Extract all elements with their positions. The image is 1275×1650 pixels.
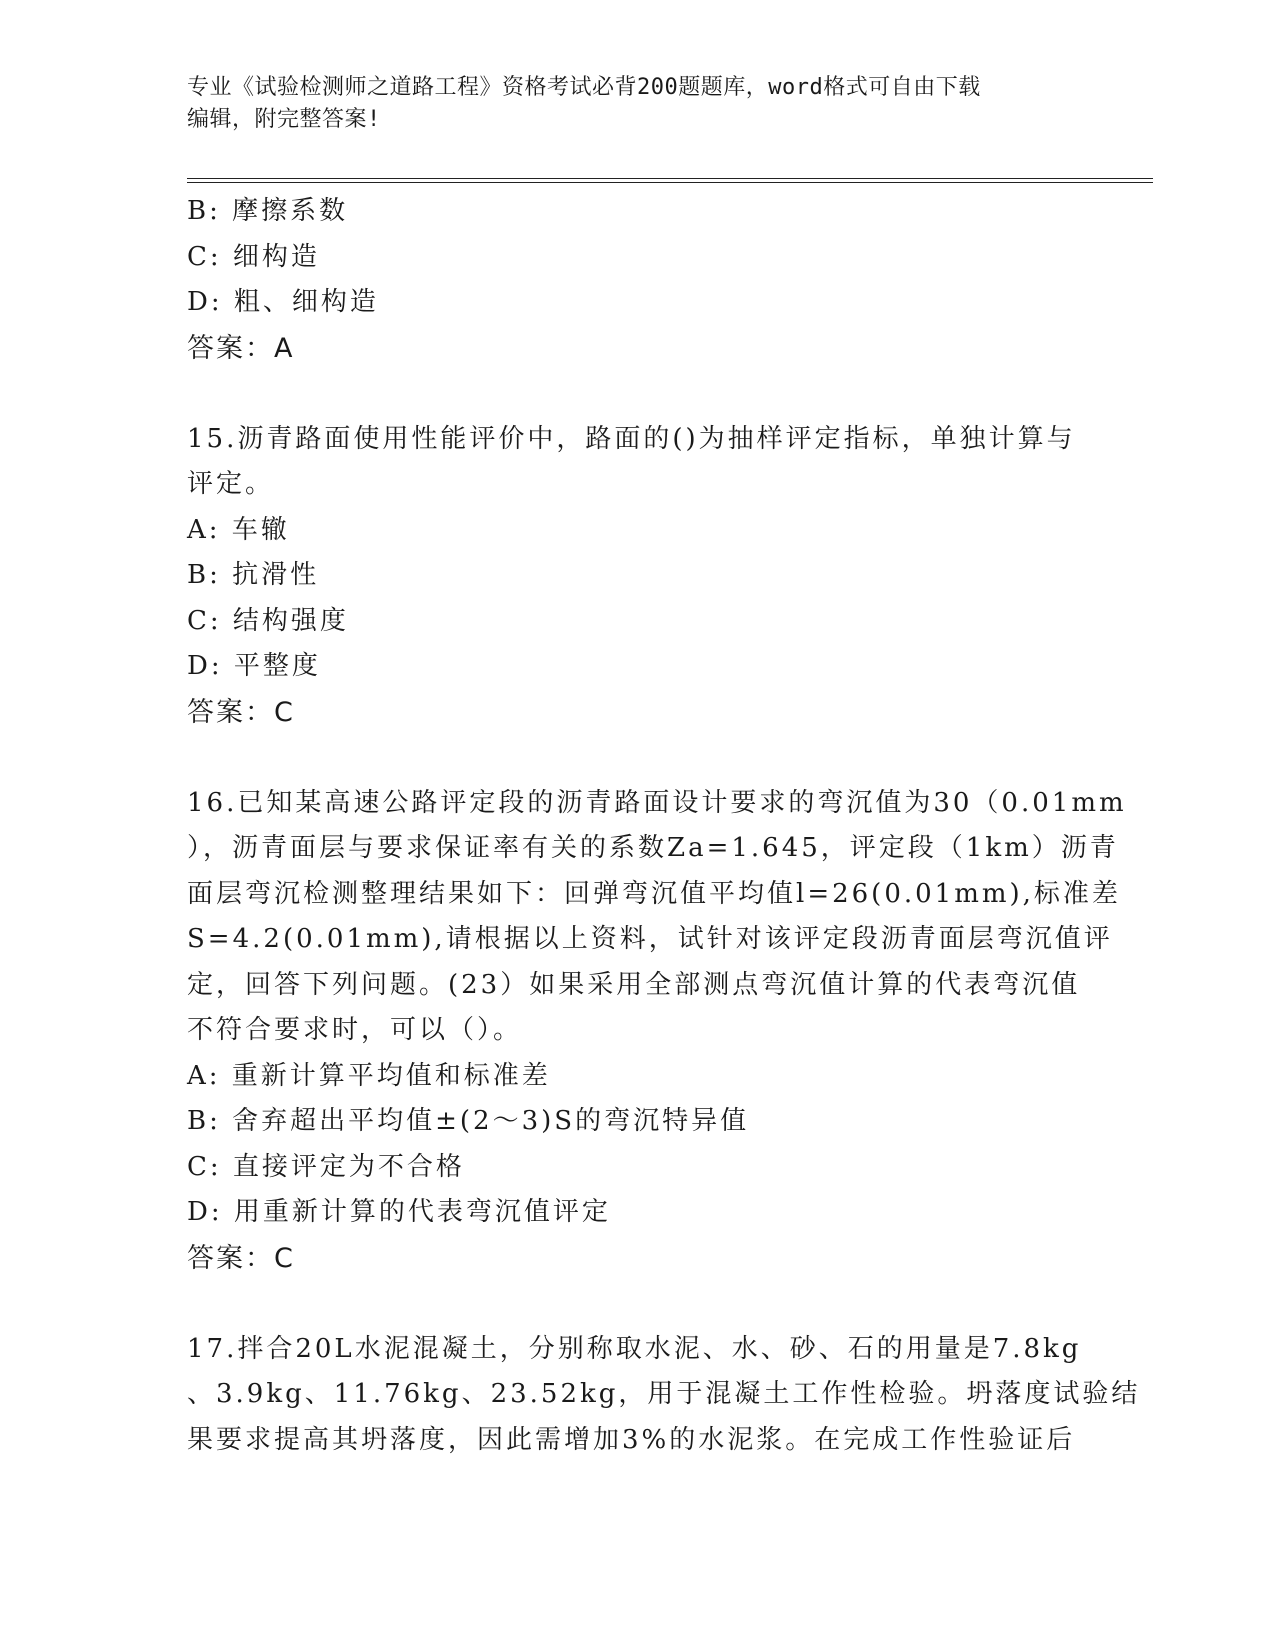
option-d: D: 用重新计算的代表弯沉值评定 [187, 1197, 611, 1227]
header-line-2: 编辑，附完整答案! [187, 107, 381, 132]
question-text-line: 不符合要求时，可以（）。 [187, 1015, 523, 1045]
question-text-line: ），沥青面层与要求保证率有关的系数Za=1.645，评定段（1km）沥青 [187, 833, 1119, 863]
spacer [187, 735, 1077, 781]
question-text-line: 面层弯沉检测整理结果如下：回弹弯沉值平均值l=26(0.01mm),标准差 [187, 878, 1121, 909]
option-c: C: 细构造 [187, 241, 320, 272]
answer: 答案：C [187, 1242, 295, 1274]
question-content [187, 189, 1141, 1463]
question-block-14 [187, 189, 1077, 371]
spacer [187, 1281, 1077, 1327]
header-divider-top [187, 178, 1153, 179]
header-divider-bottom [187, 182, 1153, 183]
question-text-line: 、3.9kg、11.76kg、23.52kg，用于混凝土工作性检验。坍落度试验结 [187, 1379, 1141, 1409]
option-c: C: 直接评定为不合格 [187, 1151, 465, 1182]
question-text-line: 15.沥青路面使用性能评价中，路面的()为抽样评定指标，单独计算与 [187, 423, 1076, 454]
question-text-line: S=4.2(0.01mm),请根据以上资料，试针对该评定段沥青面层弯沉值评 [187, 924, 1113, 954]
question-block-17 [187, 1327, 1141, 1464]
option-b: B: 舍弃超出平均值±(2～3)S的弯沉特异值 [187, 1106, 750, 1136]
question-block-15 [187, 417, 1077, 736]
option-a: A: 车辙 [187, 514, 290, 545]
question-text-line: 17.拌合20L水泥混凝土，分别称取水泥、水、砂、石的用量是7.8kg [187, 1333, 1082, 1364]
question-block-16 [187, 781, 1127, 1282]
answer: 答案：A [187, 332, 295, 364]
option-c: C: 结构强度 [187, 605, 349, 636]
option-b: B: 摩擦系数 [187, 196, 349, 226]
question-text-line: 评定。 [187, 469, 275, 499]
option-a: A: 重新计算平均值和标准差 [187, 1060, 551, 1091]
document-header [187, 72, 1067, 136]
header-line-1: 专业《试验检测师之道路工程》资格考试必背200题题库，word格式可自由下载 [187, 75, 981, 100]
option-d: D: 平整度 [187, 651, 321, 681]
question-text-line: 16.已知某高速公路评定段的沥青路面设计要求的弯沉值为30（0.01mm [187, 787, 1127, 818]
question-text-line: 果要求提高其坍落度，因此需增加3%的水泥浆。在完成工作性验证后 [187, 1424, 1076, 1455]
option-b: B: 抗滑性 [187, 560, 320, 590]
spacer [187, 371, 1077, 417]
option-d: D: 粗、细构造 [187, 287, 379, 317]
question-text-line: 定，回答下列问题。(23）如果采用全部测点弯沉值计算的代表弯沉值 [187, 969, 1081, 1000]
answer: 答案：C [187, 696, 295, 728]
